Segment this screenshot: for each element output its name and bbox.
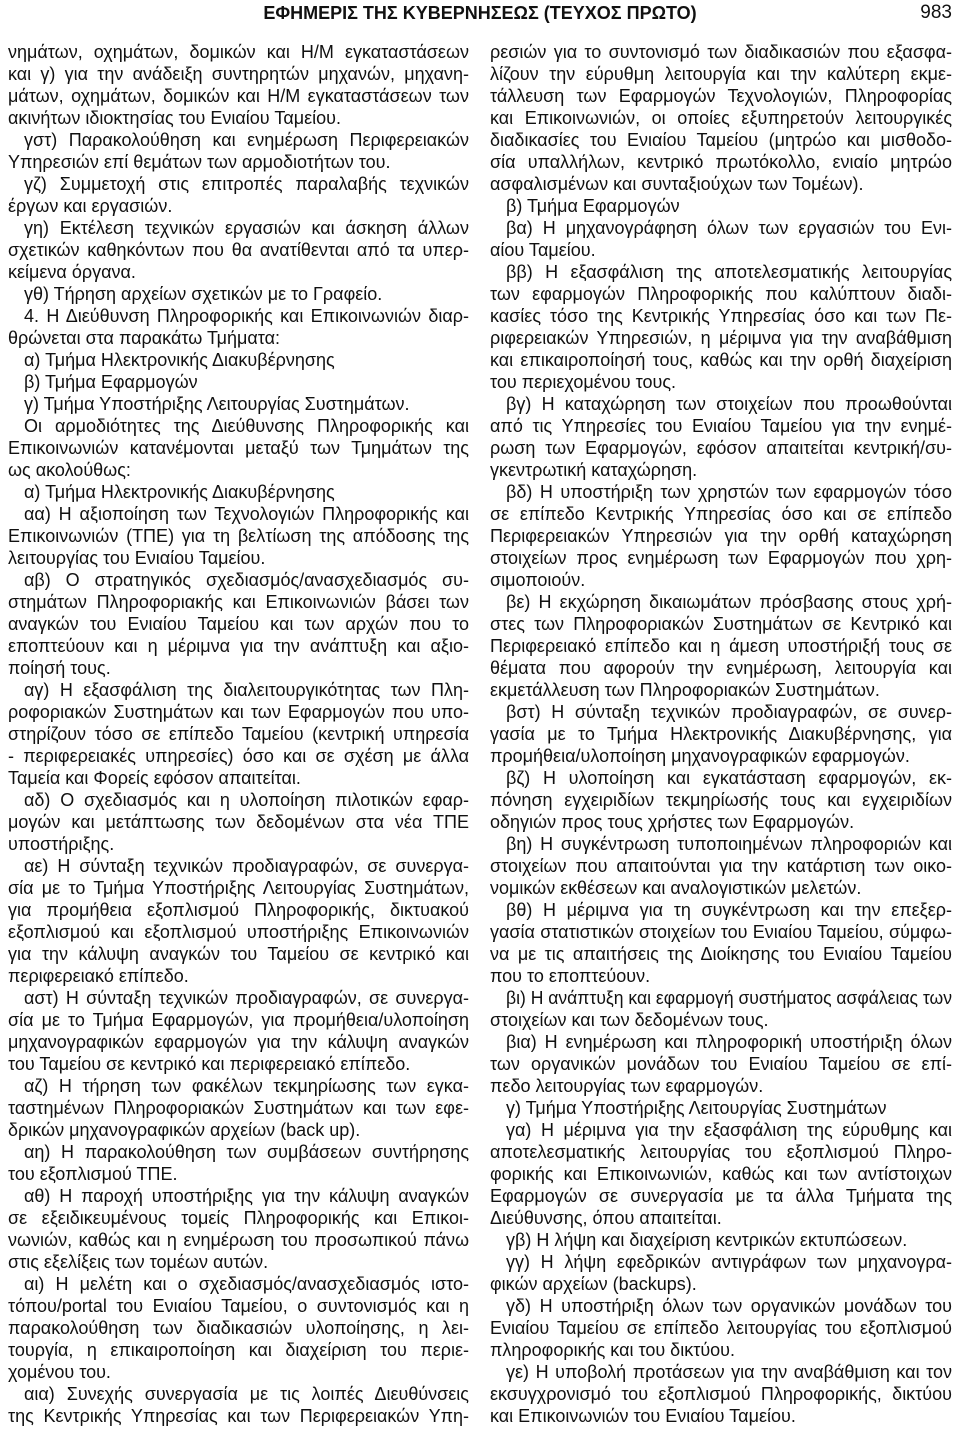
line-text: βθ) Η μέριμνα για τη συγκέντρωση και την επεξερ- bbox=[506, 900, 952, 920]
line-text: θρώνεται στα παρακάτω Τμήματα: bbox=[8, 328, 281, 348]
text-line bbox=[8, 173, 469, 195]
line-text: για την κάλυψη αναγκών του Ταμείου σε κεντρικό και bbox=[8, 944, 469, 964]
text-line bbox=[8, 547, 469, 569]
text-line bbox=[490, 41, 952, 63]
text-line bbox=[8, 965, 469, 987]
text-line bbox=[490, 1339, 952, 1361]
text-line bbox=[490, 723, 952, 745]
line-text: στοιχείων και των δεδομένων τους. bbox=[490, 1010, 769, 1030]
paragraph bbox=[8, 855, 469, 987]
text-line bbox=[490, 1317, 952, 1339]
text-line bbox=[490, 701, 952, 723]
text-line bbox=[490, 63, 952, 85]
paragraph bbox=[490, 1361, 952, 1427]
text-line bbox=[490, 965, 952, 987]
paragraph bbox=[8, 217, 469, 283]
text-line bbox=[8, 151, 469, 173]
text-line bbox=[490, 1097, 952, 1119]
text-line bbox=[490, 855, 952, 877]
line-text: ρωση των Εφαρμογών, εφόσον απαιτείται κεντρική/συ- bbox=[490, 438, 952, 458]
line-text: βδ) Η υποστήριξη των χρηστών των εφαρμογών τόσο bbox=[506, 482, 952, 502]
line-text: σία με το Τμήμα Εφαρμογών, για προμήθεια/υλοποίηση bbox=[8, 1010, 469, 1030]
gazette-title: ΕΦΗΜΕΡΙΣ ΤΗΣ ΚΥΒΕΡΝΗΣΕΩΣ (ΤΕΥΧΟΣ ΠΡΩΤΟ) bbox=[263, 3, 697, 23]
line-text: αι) Η μελέτη και ο σχεδιασμός/ανασχεδιασμός ιστο- bbox=[24, 1274, 469, 1294]
line-text: εξοπλισμού και εξοπλισμού υποστήριξης Επικοινωνιών bbox=[8, 922, 469, 942]
line-text: των εφαρμογών Πληροφορικής που καλύπτουν διαδι- bbox=[490, 284, 952, 304]
line-text: στηρίζουν τόσο σε επίπεδο Ταμείου (κεντρική υπηρεσία bbox=[8, 724, 469, 744]
line-text: γζ) Συμμετοχή στις επιτροπές παραλαβής τεχνικών bbox=[24, 174, 469, 194]
text-line bbox=[8, 481, 469, 503]
text-line bbox=[490, 1141, 952, 1163]
text-line bbox=[490, 195, 952, 217]
paragraph bbox=[490, 899, 952, 987]
line-text: - περιφερειακές υπηρεσίες) όσο και σε σχέση με άλλα bbox=[8, 746, 469, 766]
line-text: οδηγιών προς τους χρήστες των Εφαρμογών. bbox=[490, 812, 855, 832]
text-line bbox=[490, 525, 952, 547]
line-text: σιμοποιούν. bbox=[490, 570, 586, 590]
text-line bbox=[8, 415, 469, 437]
line-text: γασία στατιστικών στοιχείων του Ενιαίου Ταμείου, σύμφω- bbox=[490, 922, 952, 942]
text-line bbox=[8, 899, 469, 921]
text-line bbox=[8, 855, 469, 877]
text-line bbox=[8, 437, 469, 459]
text-line bbox=[8, 327, 469, 349]
text-line bbox=[8, 1185, 469, 1207]
text-line bbox=[490, 503, 952, 525]
line-text: βη) Η συγκέντρωση τυποποιημένων πληροφοριών και bbox=[506, 834, 952, 854]
paragraph bbox=[490, 1295, 952, 1361]
paragraph bbox=[8, 415, 469, 481]
paragraph bbox=[490, 1229, 952, 1251]
paragraph bbox=[490, 195, 952, 217]
line-text: Διεύθυνσης, όπου απαιτείται. bbox=[490, 1208, 722, 1228]
text-line bbox=[8, 349, 469, 371]
text-line bbox=[490, 635, 952, 657]
text-line bbox=[8, 1317, 469, 1339]
text-line bbox=[490, 591, 952, 613]
line-text: περιφερειακό επίπεδο. bbox=[8, 966, 189, 986]
line-text: ββ) Η εξασφάλιση της αποτελεσματικής λειτουργίας bbox=[506, 262, 952, 282]
paragraph bbox=[8, 679, 469, 789]
text-line bbox=[8, 1075, 469, 1097]
paragraph bbox=[8, 1383, 469, 1427]
line-text: αναγκών του Ενιαίου Ταμείου και των αρχών που το bbox=[8, 614, 469, 634]
text-line bbox=[490, 767, 952, 789]
text-line bbox=[490, 1383, 952, 1405]
text-line bbox=[8, 459, 469, 481]
text-line bbox=[490, 789, 952, 811]
line-text: 4. Η Διεύθυνση Πληροφορικής και Επικοινωνιών διαρ- bbox=[24, 306, 469, 326]
text-line bbox=[8, 1273, 469, 1295]
line-text: μηχανογραφικών εφαρμογών για την κάλυψη αναγκών bbox=[8, 1032, 469, 1052]
line-text: αζ) Η τήρηση των φακέλων τεκμηρίωσης των εγκα- bbox=[24, 1076, 469, 1096]
text-line bbox=[8, 1361, 469, 1383]
line-text: ποίησή τους. bbox=[8, 658, 111, 678]
text-line bbox=[490, 239, 952, 261]
text-line bbox=[8, 283, 469, 305]
text-line bbox=[8, 657, 469, 679]
line-text: βε) Η εκχώρηση δικαιωμάτων πρόσβασης στους χρή- bbox=[506, 592, 952, 612]
line-text: στις εξελίξεις των τομέων αυτών. bbox=[8, 1252, 269, 1272]
line-text: α) Τμήμα Ηλεκτρονικής Διακυβέρνησης bbox=[24, 482, 335, 502]
line-text: αη) Η παρακολούθηση των συμβάσεων συντήρησης bbox=[24, 1142, 469, 1162]
line-text: βα) Η μηχανογράφηση όλων των εργασιών του Ενι- bbox=[506, 218, 952, 238]
line-text: στοιχείων που απαιτούνται για την κατάρτιση των οικο- bbox=[490, 856, 952, 876]
text-line bbox=[490, 129, 952, 151]
line-text: Επικοινωνιών κατανέμονται μεταξύ των Τμημάτων της bbox=[8, 438, 469, 458]
text-line bbox=[8, 1295, 469, 1317]
line-text: φορικής και Επικοινωνιών, καθώς και των αντίστοιχων bbox=[490, 1164, 952, 1184]
text-line bbox=[8, 569, 469, 591]
paragraph bbox=[490, 1097, 952, 1119]
line-text: χομένου του. bbox=[8, 1362, 111, 1382]
line-text: γστ) Παρακολούθηση και ενημέρωση Περιφερειακών bbox=[24, 130, 469, 150]
line-text: γδ) Η υποστήριξη όλων των οργανικών μονάδων του bbox=[506, 1296, 952, 1316]
line-text: της Κεντρικής Υπηρεσίας και των Περιφερειακών Υπη- bbox=[8, 1406, 469, 1426]
line-text: δρικών μηχανογραφικών αρχείων (back up). bbox=[8, 1120, 361, 1140]
text-line bbox=[490, 1273, 952, 1295]
text-line bbox=[8, 921, 469, 943]
text-line bbox=[8, 1251, 469, 1273]
line-text: λειτουργίας του Ενιαίου Ταμείου. bbox=[8, 548, 266, 568]
paragraph bbox=[8, 305, 469, 349]
line-text: από τις Υπηρεσίες του Ενιαίου Ταμείου για την ενημέ- bbox=[490, 416, 952, 436]
text-line bbox=[490, 877, 952, 899]
line-text: σε εξειδικευμένους τομείς Πληροφορικής και Επικοι- bbox=[8, 1208, 469, 1228]
text-line bbox=[490, 899, 952, 921]
line-text: ροφοριακών Συστημάτων και των Εφαρμογών που υπο- bbox=[8, 702, 469, 722]
text-line bbox=[490, 415, 952, 437]
text-line bbox=[8, 767, 469, 789]
paragraph bbox=[490, 701, 952, 767]
text-line bbox=[8, 613, 469, 635]
text-line bbox=[490, 327, 952, 349]
right-column bbox=[490, 41, 952, 1427]
text-line bbox=[8, 943, 469, 965]
line-text: Επικοινωνιών (ΤΠΕ) για τη βελτίωση της απόδοσης της bbox=[8, 526, 469, 546]
line-text: μογών και μετάπτωσης των δεδομένων στα νέα ΤΠΕ bbox=[8, 812, 469, 832]
text-line bbox=[490, 569, 952, 591]
paragraph bbox=[8, 789, 469, 855]
line-text: νημάτων, οχημάτων, δομικών και Η/Μ εγκαταστάσεων bbox=[8, 42, 469, 62]
line-text: βζ) Η υλοποίηση και εγκατάσταση εφαρμογών, εκ- bbox=[506, 768, 952, 788]
text-line bbox=[490, 921, 952, 943]
text-line bbox=[490, 833, 952, 855]
line-text: υποστήριξης. bbox=[8, 834, 115, 854]
paragraph bbox=[490, 1251, 952, 1295]
line-text: βστ) Η σύνταξη τεχνικών προδιαγραφών, σε συνερ- bbox=[506, 702, 952, 722]
text-line bbox=[490, 1185, 952, 1207]
text-line bbox=[490, 1251, 952, 1273]
line-text: αε) Η σύνταξη τεχνικών προδιαγραφών, σε συνεργα- bbox=[24, 856, 469, 876]
text-line bbox=[8, 371, 469, 393]
text-line bbox=[490, 1031, 952, 1053]
text-line bbox=[490, 1295, 952, 1317]
line-text: αθ) Η παροχή υποστήριξης για την κάλυψη αναγκών bbox=[24, 1186, 469, 1206]
text-line bbox=[490, 1075, 952, 1097]
text-line bbox=[490, 107, 952, 129]
line-text: τόπου/portal του Ενιαίου Ταμείου, ο συντονισμός και η bbox=[8, 1296, 469, 1316]
line-text: εκμετάλλευση των Πληροφοριακών Συστημάτων. bbox=[490, 680, 880, 700]
text-line bbox=[490, 547, 952, 569]
line-text: και γ) για την ανάδειξη συντηρητών μηχανών, μηχανη- bbox=[8, 64, 469, 84]
text-line bbox=[8, 1053, 469, 1075]
line-text: β) Τμήμα Εφαρμογών bbox=[506, 196, 680, 216]
line-text: ρεσιών για το συντονισμό των διαδικασιών που εξασφα- bbox=[490, 42, 952, 62]
paragraph bbox=[8, 41, 469, 129]
text-line bbox=[8, 525, 469, 547]
text-line bbox=[490, 349, 952, 371]
paragraph bbox=[8, 1273, 469, 1383]
line-text: γ) Τμήμα Υποστήριξης Λειτουργίας Συστημάτων bbox=[506, 1098, 887, 1118]
paragraph bbox=[8, 283, 469, 305]
line-text: πόνηση εγχειριδίων τεκμηρίωσής τους και εγχειριδίων bbox=[490, 790, 952, 810]
line-text: του Ταμείου σε κεντρικό και περιφερειακό επίπεδο. bbox=[8, 1054, 411, 1074]
text-line bbox=[490, 1405, 952, 1427]
text-line bbox=[8, 305, 469, 327]
line-text: σε επίπεδο Κεντρικής Υπηρεσίας όσο και σε επίπεδο bbox=[490, 504, 952, 524]
page-number: 983 bbox=[920, 2, 952, 23]
text-line bbox=[490, 261, 952, 283]
line-text: νομικών εκθέσεων και αναλογιστικών μελετών. bbox=[490, 878, 862, 898]
text-line bbox=[490, 371, 952, 393]
text-line bbox=[490, 745, 952, 767]
line-text: γ) Τμήμα Υποστήριξης Λειτουργίας Συστημάτων. bbox=[24, 394, 410, 414]
line-text: λίζουν την εύρυθμη λειτουργία και την καλύτερη εκμε- bbox=[490, 64, 952, 84]
line-text: Εφαρμογών σε συνεργασία με τα άλλα Τμήματα της bbox=[490, 1186, 952, 1206]
line-text: εποπτεύουν και η μέριμνα για την ανάπτυξη και αξιο- bbox=[8, 636, 469, 656]
text-line bbox=[490, 1053, 952, 1075]
text-line bbox=[8, 723, 469, 745]
line-text: γκεντρωτική καταχώρηση. bbox=[490, 460, 698, 480]
line-text: πεδο λειτουργίας των εφαρμογών. bbox=[490, 1076, 764, 1096]
text-line bbox=[8, 591, 469, 613]
line-text: των οργανικών μονάδων του Ενιαίου Ταμείου σε επί- bbox=[490, 1054, 952, 1074]
text-line bbox=[490, 987, 952, 1009]
text-line bbox=[8, 1009, 469, 1031]
line-text: αστ) Η σύνταξη τεχνικών προδιαγραφών, σε συνεργα- bbox=[24, 988, 469, 1008]
line-text: στοιχείων προς ενημέρωση των Εφαρμογών που χρη- bbox=[490, 548, 952, 568]
line-text: βι) Η ανάπτυξη και εφαρμογή συστήματος ασφάλειας των bbox=[506, 988, 952, 1008]
line-text: ασφαλισμένων και συνταξιούχων των Τομέων). bbox=[490, 174, 864, 194]
text-line bbox=[8, 1383, 469, 1405]
line-text: Υπηρεσιών επί θεμάτων των αρμοδιοτήτων του. bbox=[8, 152, 391, 172]
line-text: Ενιαίου Ταμείου σε επίπεδο λειτουργίας του εξοπλισμού bbox=[490, 1318, 952, 1338]
line-text: Ταμεία και Φορείς εφόσον απαιτείται. bbox=[8, 768, 301, 788]
line-text: Οι αρμοδιότητες της Διεύθυνσης Πληροφορικής και bbox=[24, 416, 469, 436]
line-text: αα) Η αξιοποίηση των Τεχνολογιών Πληροφορικής και bbox=[24, 504, 469, 524]
paragraph bbox=[490, 1031, 952, 1097]
paragraph bbox=[8, 1185, 469, 1273]
paragraph bbox=[8, 371, 469, 393]
text-line bbox=[8, 1405, 469, 1427]
line-text: νωνιών, καθώς και η ενημέρωση του προσωπικού πάνω bbox=[8, 1230, 469, 1250]
line-text: ως ακολούθως: bbox=[8, 460, 131, 480]
text-line bbox=[490, 85, 952, 107]
line-text: σία με το Τμήμα Υποστήριξης Λειτουργίας Συστημάτων, bbox=[8, 878, 469, 898]
text-line bbox=[8, 833, 469, 855]
line-text: βια) Η ενημέρωση και πληροφορική υποστήριξη όλων bbox=[506, 1032, 952, 1052]
paragraph bbox=[8, 569, 469, 679]
line-text: και Επικοινωνιών, οι οποίες εξυπηρετούν λειτουργικές bbox=[490, 108, 952, 128]
text-line bbox=[8, 635, 469, 657]
text-line bbox=[8, 261, 469, 283]
line-text: τουργία, η επικαιροποίηση και διαχείριση του περιε- bbox=[8, 1340, 469, 1360]
paragraph bbox=[490, 481, 952, 591]
text-line bbox=[8, 129, 469, 151]
text-line bbox=[490, 1009, 952, 1031]
line-text: εκσυγχρονισμό του εξοπλισμού Πληροφορικής, δικτύου bbox=[490, 1384, 952, 1404]
paragraph bbox=[490, 393, 952, 481]
text-line bbox=[490, 811, 952, 833]
text-line bbox=[8, 195, 469, 217]
text-line bbox=[490, 217, 952, 239]
text-line bbox=[8, 811, 469, 833]
text-line bbox=[8, 63, 469, 85]
line-text: ακινήτων ιδιοκτησίας του Ενιαίου Ταμείου. bbox=[8, 108, 341, 128]
line-text: ταστημένων Πληροφοριακών Συστημάτων και των εφε- bbox=[8, 1098, 469, 1118]
line-text: σία υπαλλήλων, κεντρικό πρωτόκολλο, ενιαίο μητρώο bbox=[490, 152, 952, 172]
left-column bbox=[8, 41, 469, 1427]
line-text: και Επικοινωνιών του Ενιαίου Ταμείου. bbox=[490, 1406, 796, 1426]
line-text: μάτων, οχημάτων, δομικών και Η/Μ εγκαταστάσεων των bbox=[8, 86, 469, 106]
paragraph bbox=[490, 833, 952, 899]
line-text: να με τις απαιτήσεις της Διοίκησης του Ενιαίου Ταμείου bbox=[490, 944, 952, 964]
line-text: Περιφερειακών Υπηρεσιών για την ορθή καταχώρηση bbox=[490, 526, 952, 546]
paragraph bbox=[8, 503, 469, 569]
line-text: για προμήθεια εξοπλισμού Πληροφορικής, δικτυακού bbox=[8, 900, 469, 920]
text-line bbox=[8, 1229, 469, 1251]
line-text: αποτελεσματικής λειτουργίας του εξοπλισμού Πληρο- bbox=[490, 1142, 952, 1162]
paragraph bbox=[8, 129, 469, 173]
text-line bbox=[8, 877, 469, 899]
text-line bbox=[8, 217, 469, 239]
line-text: θέματα που αφορούν την ενημέρωση, λειτουργία και bbox=[490, 658, 952, 678]
line-text: γθ) Τήρηση αρχείων σχετικών με το Γραφείο. bbox=[24, 284, 383, 304]
line-text: αίου Ταμείου. bbox=[490, 240, 596, 260]
line-text: γε) Η υποβολή προτάσεων για την αναβάθμιση και τον bbox=[506, 1362, 952, 1382]
line-text: του περιεχομένου τους. bbox=[490, 372, 677, 392]
text-line bbox=[490, 151, 952, 173]
paragraph bbox=[490, 41, 952, 195]
line-text: αια) Συνεχής συνεργασία με τις λοιπές Διευθύνσεις bbox=[24, 1384, 469, 1404]
paragraph bbox=[8, 1141, 469, 1185]
line-text: του εξοπλισμού ΤΠΕ. bbox=[8, 1164, 178, 1184]
line-text: φικών αρχείων (backups). bbox=[490, 1274, 697, 1294]
text-line bbox=[490, 613, 952, 635]
text-line bbox=[490, 459, 952, 481]
paragraph bbox=[8, 481, 469, 503]
paragraph bbox=[490, 987, 952, 1031]
text-line bbox=[8, 1097, 469, 1119]
text-line bbox=[8, 1119, 469, 1141]
line-text: γη) Εκτέλεση τεχνικών εργασιών και άσκηση άλλων bbox=[24, 218, 469, 238]
text-line bbox=[490, 283, 952, 305]
line-text: αδ) Ο σχεδιασμός και η υλοποίηση πιλοτικών εφαρ- bbox=[24, 790, 469, 810]
paragraph bbox=[8, 393, 469, 415]
paragraph bbox=[8, 173, 469, 217]
line-text: έργων και εργασιών. bbox=[8, 196, 173, 216]
paragraph bbox=[490, 261, 952, 393]
text-line bbox=[490, 1119, 952, 1141]
text-line bbox=[490, 657, 952, 679]
text-line bbox=[490, 1361, 952, 1383]
text-line bbox=[490, 305, 952, 327]
paragraph bbox=[490, 767, 952, 833]
text-line bbox=[8, 107, 469, 129]
text-line bbox=[8, 701, 469, 723]
text-line bbox=[8, 745, 469, 767]
text-line bbox=[490, 1207, 952, 1229]
text-line bbox=[8, 1163, 469, 1185]
text-line bbox=[8, 1207, 469, 1229]
line-text: Περιφερειακό επίπεδο και η άμεση υποστήριξή τους σε bbox=[490, 636, 952, 656]
line-text: κασίες τόσο της Κεντρικής Υπηρεσίας όσο και των Πε- bbox=[490, 306, 952, 326]
text-line bbox=[8, 85, 469, 107]
paragraph bbox=[8, 349, 469, 371]
text-line bbox=[8, 987, 469, 1009]
paragraph bbox=[8, 1075, 469, 1141]
paragraph bbox=[490, 591, 952, 701]
text-line bbox=[490, 1163, 952, 1185]
text-line bbox=[8, 1339, 469, 1361]
line-text: γβ) Η λήψη και διαχείριση κεντρικών εκτυπώσεων. bbox=[506, 1230, 908, 1250]
line-text: προμήθεια/υλοποίηση μηχανογραφικών εφαρμογών. bbox=[490, 746, 910, 766]
text-line bbox=[490, 437, 952, 459]
line-text: α) Τμήμα Ηλεκτρονικής Διακυβέρνησης bbox=[24, 350, 335, 370]
text-line bbox=[8, 1031, 469, 1053]
line-text: διαδικασίες του Ενιαίου Ταμείου (μητρώο και μισθοδο- bbox=[490, 130, 952, 150]
line-text: γασία με το Τμήμα Ηλεκτρονικής Διακυβέρνησης, για bbox=[490, 724, 952, 744]
line-text: κείμενα όργανα. bbox=[8, 262, 136, 282]
line-text: αγ) Η εξασφάλιση της διαλειτουργικότητας των Πλη- bbox=[24, 680, 469, 700]
text-line bbox=[8, 393, 469, 415]
line-text: πληροφορικής και του δικτύου. bbox=[490, 1340, 736, 1360]
text-line bbox=[8, 679, 469, 701]
line-text: γα) Η μέριμνα για την εξασφάλιση της εύρυθμης και bbox=[506, 1120, 952, 1140]
line-text: σχετικών καθηκόντων που θα ανατίθενται από τα υπερ- bbox=[8, 240, 469, 260]
line-text: αβ) Ο στρατηγικός σχεδιασμός/ανασχεδιασμός συ- bbox=[24, 570, 469, 590]
paragraph bbox=[490, 217, 952, 261]
line-text: παρακολούθηση των διαδικασιών υλοποίησης, η λει- bbox=[8, 1318, 469, 1338]
paragraph bbox=[8, 987, 469, 1075]
line-text: γγ) Η λήψη εφεδρικών αντιγράφων των μηχανογρα- bbox=[506, 1252, 952, 1272]
line-text: και επικαιροποίησή τους, καθώς και την ορθή διαχείριση bbox=[490, 350, 952, 370]
line-text: στες των Πληροφοριακών Συστημάτων σε Κεντρικό και bbox=[490, 614, 952, 634]
text-line bbox=[490, 173, 952, 195]
text-line bbox=[490, 1229, 952, 1251]
line-text: β) Τμήμα Εφαρμογών bbox=[24, 372, 198, 392]
text-line bbox=[490, 679, 952, 701]
line-text: τάλλευση των Εφαρμογών Τεχνολογιών, Πληροφορίας bbox=[490, 86, 952, 106]
line-text: που το εποπτεύουν. bbox=[490, 966, 651, 986]
paragraph bbox=[490, 1119, 952, 1229]
text-line bbox=[8, 503, 469, 525]
line-text: ριφερειακών Υπηρεσιών, η μέριμνα για την αναβάθμιση bbox=[490, 328, 952, 348]
text-line bbox=[490, 943, 952, 965]
line-text: βγ) Η καταχώρηση των στοιχείων που προωθούνται bbox=[506, 394, 952, 414]
text-line bbox=[8, 1141, 469, 1163]
text-line bbox=[490, 481, 952, 503]
line-text: στημάτων Πληροφοριακής και Επικοινωνιών βάσει των bbox=[8, 592, 469, 612]
text-line bbox=[8, 239, 469, 261]
text-line bbox=[8, 789, 469, 811]
text-line bbox=[8, 41, 469, 63]
text-line bbox=[490, 393, 952, 415]
